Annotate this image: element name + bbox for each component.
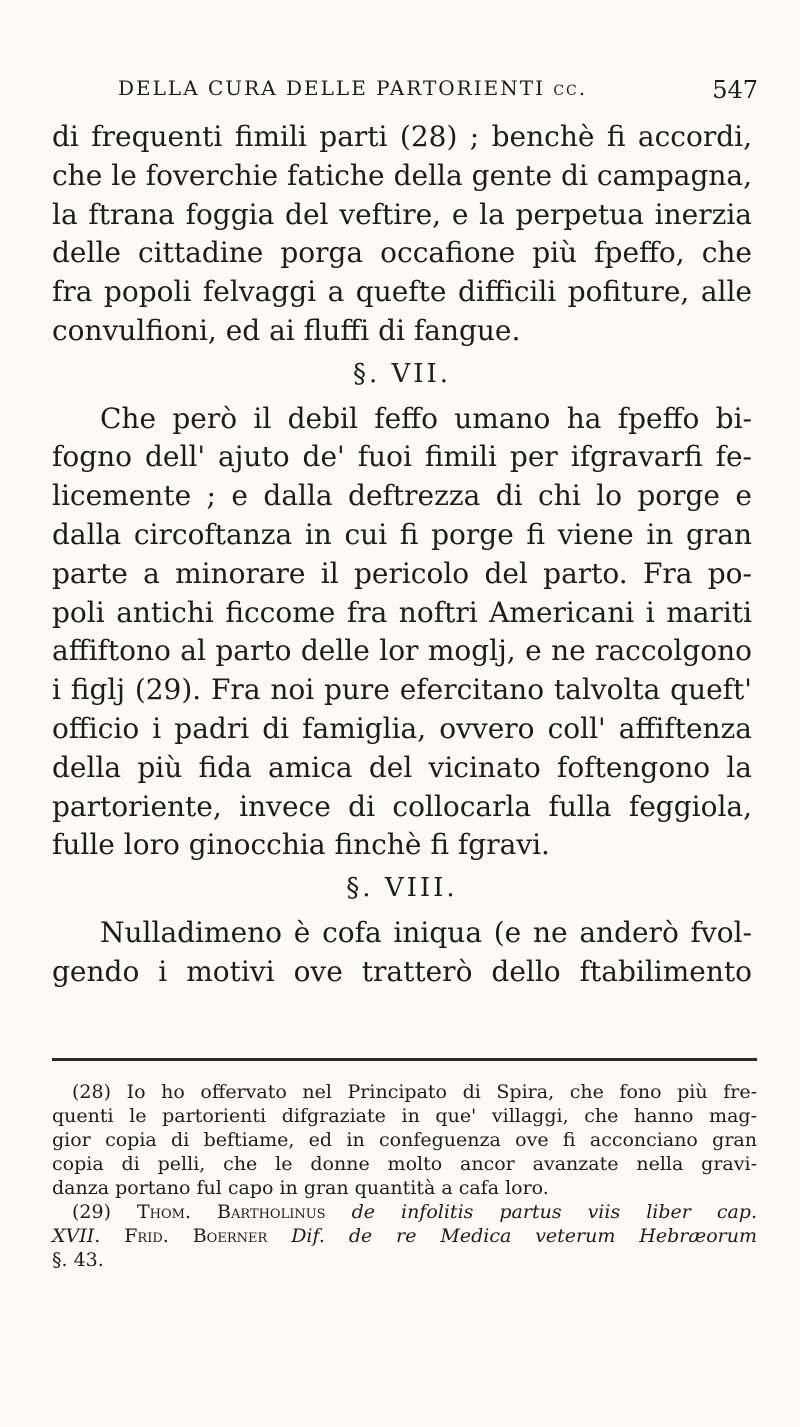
text-line: la ftrana foggia del veftire, e la perpetua inerzia: [52, 197, 752, 231]
paragraph-2: [52, 400, 752, 866]
text-line: licemente ; e dalla deftrezza di chi lo porge e: [52, 479, 752, 513]
page-number: 547: [712, 76, 758, 104]
section-heading-vii: §. VII.: [352, 358, 452, 389]
text-line: delle cittadine porga occafione più fpeffo, che: [52, 236, 752, 270]
footnote-work-title: Dif. de re Medica veterum Hebræorum: [291, 1225, 757, 1247]
text-line: officio i padri di famiglia, ovvero coll' affiftenza: [52, 711, 752, 745]
running-head-title: DELLA CURA DELLE PARTORIENTI cc.: [118, 76, 588, 100]
text-line: i figlj (29). Fra noi pure efercitano talvolta queft': [52, 673, 752, 707]
footnote-author: Frid. Boerner: [124, 1225, 268, 1247]
footnote-line: copia di pelli, che le donne molto ancor avanzate nella gravi-: [52, 1153, 757, 1175]
footnote-28: [52, 1080, 757, 1200]
paragraph-3: [52, 914, 752, 992]
footnote-line: gior copia di beftiame, ed in confeguenza ove fi acconciano gran: [52, 1129, 757, 1151]
footnote-line: danza portano ful capo in gran quantità a cafa loro.: [52, 1177, 549, 1199]
footnote-number: (29): [72, 1201, 137, 1223]
footnote-29: [52, 1200, 757, 1272]
footnote-author: Thom. Bartholinus: [137, 1201, 326, 1223]
footnote-line: [52, 1224, 757, 1248]
text-line: fogno dell' ajuto de' fuoi fimili per ifgravarfi fe-: [52, 440, 752, 474]
footnote-line: (28) Io ho offervato nel Principato di Spira, che fono più fre-: [72, 1081, 757, 1103]
running-head: [118, 76, 758, 104]
text-line: parte a minorare il pericolo del parto. Fra po-: [52, 556, 752, 590]
footnote-chapter-ref: XVII.: [52, 1225, 101, 1247]
text-line: poli antichi ficcome fra noftri Americani i mariti: [52, 595, 752, 629]
text-line: fulle loro ginocchia finchè fi fgravi.: [52, 828, 550, 862]
text-line: della più fida amica del vicinato foftengono la: [52, 750, 752, 784]
footnotes: [52, 1080, 757, 1272]
text-line: dalla circoftanza in cui fi porge fi viene in gran: [52, 517, 752, 551]
footnote-line: quenti le partorienti difgraziate in que' villaggi, che hanno mag-: [52, 1105, 757, 1127]
footnote-work-title: de infolitis partus viis liber cap.: [351, 1201, 758, 1223]
footnote-line: §. 43.: [52, 1249, 104, 1271]
footnote-line: [52, 1200, 757, 1224]
text-line: Che però il debil feffo umano ha fpeffo bi-: [100, 401, 752, 435]
text-line: di frequenti fimili parti (28) ; benchè fi accordi,: [52, 120, 752, 153]
footnote-rule: [52, 1058, 757, 1061]
text-line: Nulladimeno è cofa iniqua (e ne anderò fvol-: [100, 915, 752, 949]
paragraph-1: [52, 118, 752, 351]
text-line: convulfioni, ed ai fluffi di fangue.: [52, 313, 521, 347]
text-line: gendo i motivi ove tratterò dello ftabilimento: [52, 954, 752, 988]
text-line: che le foverchie fatiche della gente di campagna,: [52, 158, 752, 192]
section-heading-viii: §. VIII.: [346, 873, 458, 904]
body-text: [52, 118, 752, 992]
text-line: fra popoli felvaggi a quefte difficili pofiture, alle: [52, 275, 752, 309]
text-line: affiftono al parto delle lor moglj, e ne raccolgono: [52, 634, 752, 668]
text-line: partoriente, invece di collocarla fulla feggiola,: [52, 789, 752, 823]
